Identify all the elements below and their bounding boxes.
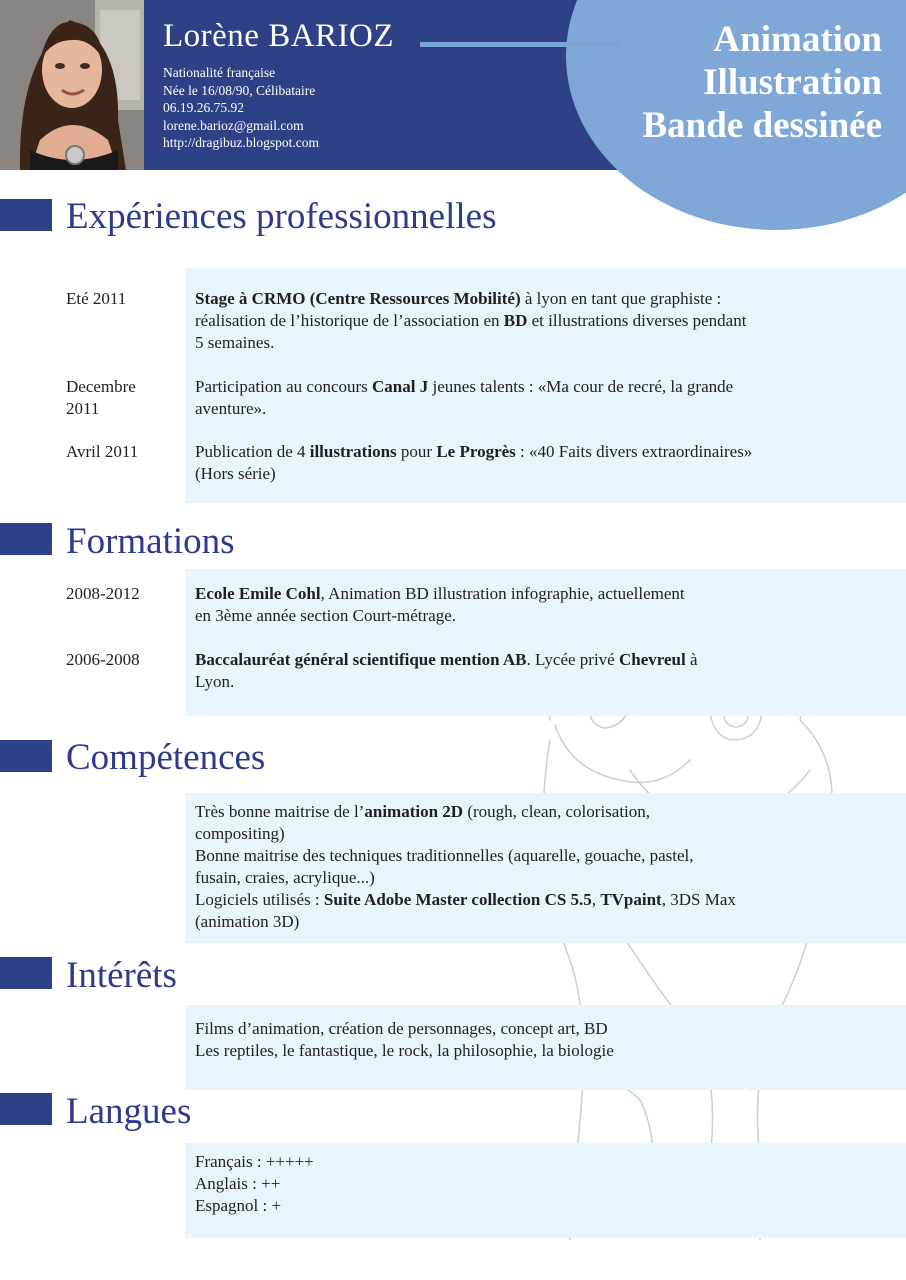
section-title-interets: Intérêts	[66, 955, 177, 996]
text-run: à lyon en tant que graphiste : réalisation de l’historique de l’association en	[195, 289, 722, 330]
text-run: Très bonne maitrise de l’	[195, 802, 365, 821]
bold-text: Suite Adobe Master collection CS 5.5	[323, 890, 592, 909]
exp-desc-1	[195, 288, 755, 354]
headline	[642, 18, 882, 147]
candidate-name: Lorène BARIOZ	[163, 18, 395, 54]
form-desc-1	[195, 583, 695, 627]
headline-animation: Animation	[713, 19, 882, 60]
birth-status: Née le 16/08/90, Célibataire	[163, 82, 316, 98]
text-run: Bonne maitrise des techniques traditionnelles (aquarelle, gouache, pastel, fusain, craies, acrylique...)	[195, 846, 694, 887]
contact-block	[163, 64, 319, 152]
section-marker-formations	[0, 523, 52, 555]
profile-photo	[0, 0, 144, 170]
exp-date-1: Eté 2011	[66, 289, 127, 308]
bold-text: illustrations	[309, 442, 397, 461]
section-marker-competences	[0, 740, 52, 772]
exp-date-3: Avril 2011	[66, 442, 139, 461]
text-run: Participation au concours	[195, 377, 373, 396]
text-run: Logiciels utilisés :	[195, 890, 324, 909]
langue-anglais: Anglais : ++	[195, 1174, 281, 1193]
langues-desc	[195, 1151, 755, 1217]
exp-desc-2	[195, 376, 755, 420]
website[interactable]: http://dragibuz.blogspot.com	[163, 135, 319, 150]
bold-text: Le Progrès	[436, 442, 516, 461]
langue-francais: Français : +++++	[195, 1152, 314, 1171]
bold-text: Stage à CRMO (Centre Ressources Mobilité)	[195, 289, 521, 308]
text-run: ,	[591, 890, 601, 909]
text-run: . Lycée privé	[526, 650, 619, 669]
nationality: Nationalité française	[163, 65, 276, 80]
section-title-formations: Formations	[66, 521, 235, 562]
section-title-experiences: Expériences professionnelles	[66, 196, 497, 237]
section-marker-langues	[0, 1093, 52, 1125]
text-run: , Animation BD illustration infographie, actuellement en 3ème année section Court-métrage.	[195, 584, 685, 625]
text-run: Publication de 4	[195, 442, 310, 461]
interet-line-2: Les reptiles, le fantastique, le rock, la philosophie, la biologie	[195, 1041, 614, 1060]
section-title-langues: Langues	[66, 1091, 192, 1132]
interet-line-1: Films d’animation, création de personnages, concept art, BD	[195, 1019, 608, 1038]
bold-text: Baccalauréat général scientifique mention AB	[195, 650, 527, 669]
text-run: pour	[396, 442, 437, 461]
bold-text: BD	[503, 311, 528, 330]
headline-illustration: Illustration	[703, 62, 882, 103]
text-run: jeunes talents : «Ma cour de recré, la grande aventure».	[195, 377, 734, 418]
text-run: à Lyon.	[195, 650, 698, 691]
section-marker-experiences	[0, 199, 52, 231]
interets-desc	[195, 1018, 795, 1062]
text-run: : «40 Faits divers extraordinaires» (Hors série)	[195, 442, 753, 483]
bold-text: TVpaint	[600, 890, 662, 909]
form-date-2: 2006-2008	[66, 650, 140, 669]
langue-espagnol: Espagnol : +	[195, 1196, 282, 1215]
exp-date-2: Decembre 2011	[66, 377, 136, 418]
text-run: et illustrations diverses pendant 5 semaines.	[195, 311, 747, 352]
exp-desc-3	[195, 441, 755, 485]
text-run: , 3DS Max (animation 3D)	[195, 890, 736, 931]
section-marker-interets	[0, 957, 52, 989]
name-rule	[420, 42, 620, 47]
bold-text: animation 2D	[364, 802, 464, 821]
form-desc-2	[195, 649, 735, 693]
phone: 06.19.26.75.92	[163, 100, 244, 115]
text-run: (rough, clean, colorisation, compositing)	[195, 802, 651, 843]
section-title-competences: Compétences	[66, 737, 266, 778]
form-date-1: 2008-2012	[66, 584, 140, 603]
bold-text: Canal J	[372, 377, 429, 396]
bold-text: Chevreul	[618, 650, 686, 669]
email[interactable]: lorene.barioz@gmail.com	[163, 117, 304, 133]
bold-text: Ecole Emile Cohl	[195, 584, 321, 603]
headline-bd: Bande dessinée	[642, 105, 882, 146]
competences-desc	[195, 801, 740, 933]
